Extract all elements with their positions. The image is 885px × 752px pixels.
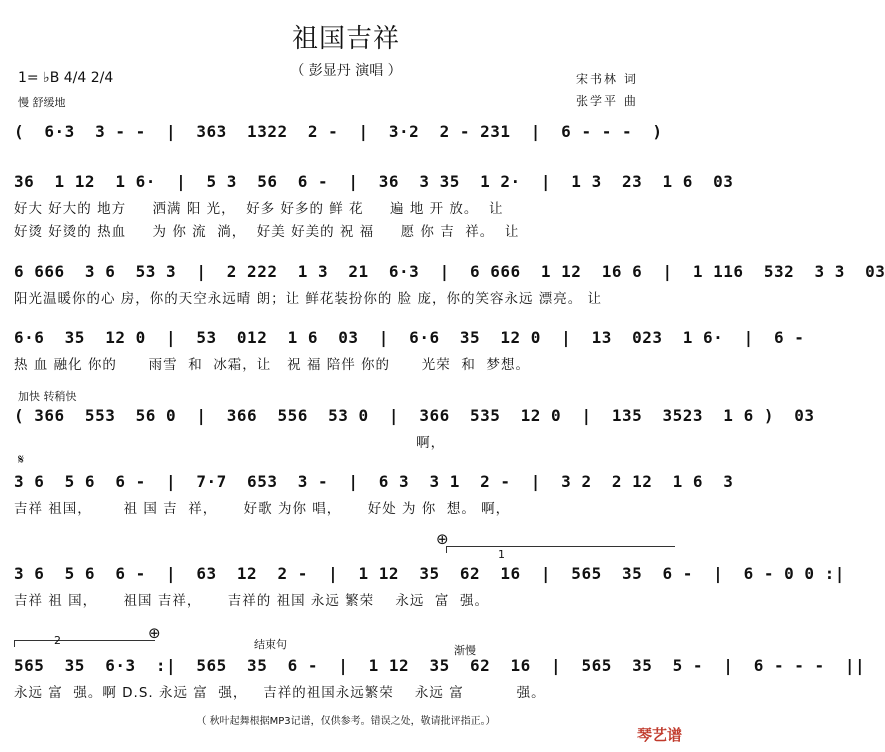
- notation-line: 36 1 12 1 6· | 5 3 56 6 - | 36 3 35 1 2· | 1 3 23 1 6 03: [14, 172, 734, 191]
- ending-label: 结束句: [254, 638, 287, 651]
- page-title: 祖国吉祥: [291, 24, 400, 54]
- lyric-line: 吉祥 祖 国， 祖国 吉祥， 吉祥的 祖国 永远 繁荣 永远 富 强。: [14, 593, 489, 609]
- notation-line: 3 6 5 6 6 - | 7·7 653 3 - | 6 3 3 1 2 - | 3 2 2 12 1 6 3: [14, 472, 734, 491]
- footnote: （ 秋叶起舞根据MP3记谱，仅供参考。错误之处，敬请批评指正。）: [196, 716, 496, 727]
- composer-credit: 张学平 曲: [576, 94, 638, 108]
- segno-sign: 𝄋: [18, 452, 25, 468]
- score-system: [14, 262, 885, 307]
- lyric-line: 啊，: [14, 435, 446, 451]
- lyric-line: 热 血 融化 你的 雨雪 和 冰霜，让 祝 福 陪伴 你的 光荣 和 梦想。: [14, 357, 530, 373]
- lyric-line: 好大 好大的 地方 洒满 阳 光， 好多 好多的 鲜 花 遍 地 开 放。 让: [14, 201, 504, 217]
- volta-bracket-1: [446, 546, 675, 553]
- coda-sign: ⊕: [148, 624, 161, 642]
- speedup-marking: 加快 转稍快: [18, 390, 77, 403]
- coda-sign: ⊕: [436, 530, 449, 548]
- score-system: [14, 656, 866, 701]
- notation-line: 6·6 35 12 0 | 53 012 1 6 03 | 6·6 35 12 0 | 13 023 1 6· | 6 -: [14, 328, 805, 347]
- notation-line: 565 35 6·3 :| 565 35 6 - | 1 12 35 62 16 | 565 35 5 - | 6 - - - ||: [14, 656, 866, 675]
- lyric-line: 永远 富 强。啊 D.S. 永远 富 强， 吉祥的祖国永远繁荣 永远 富 强。: [14, 685, 546, 701]
- volta-2-label: 2: [54, 634, 61, 647]
- subtitle: （ 彭显丹 演唱 ）: [290, 63, 402, 79]
- score-system: [14, 172, 734, 240]
- notation-line: 6 666 3 6 53 3 | 2 222 1 3 21 6·3 | 6 666 1 12 16 6 | 1 116 532 3 3 03: [14, 262, 885, 281]
- score-system: [14, 406, 815, 451]
- score-system: [14, 472, 734, 517]
- score-system: [14, 122, 674, 141]
- lyricist-credit: 宋书林 词: [576, 72, 638, 86]
- lyric-line: 阳光温暖你的心 房，你的天空永远晴 朗；让 鲜花装扮你的 脸 庞，你的笑容永远 漂亮。 让: [14, 291, 603, 307]
- score-system: [14, 328, 805, 373]
- volta-bracket-2: [14, 640, 155, 647]
- site-logo: 琴艺谱: [636, 726, 682, 744]
- tempo-marking: 慢 舒缓地: [18, 96, 66, 109]
- notation-line: ( 6·3 3 - - | 363 1322 2 - | 3·2 2 - 231 | 6 - - - ): [14, 122, 663, 141]
- key-signature: 1= ♭B 4/4 2/4: [18, 70, 114, 86]
- lyric-line: 好烫 好烫的 热血 为 你 流 淌， 好美 好美的 祝 福 愿 你 吉 祥。 让: [14, 224, 520, 240]
- volta-1-label: 1: [498, 548, 505, 561]
- lyric-line: 吉祥 祖国， 祖 国 吉 祥， 好歌 为你 唱， 好处 为 你 想。 啊，: [14, 501, 511, 517]
- rit-marking: 渐慢: [454, 644, 476, 657]
- notation-line: 3 6 5 6 6 - | 63 12 2 - | 1 12 35 62 16 | 565 35 6 - | 6 - 0 0 :|: [14, 564, 845, 583]
- score-system: [14, 564, 845, 609]
- notation-line: ( 366 553 56 0 | 366 556 53 0 | 366 535 12 0 | 135 3523 1 6 ) 03: [14, 406, 815, 425]
